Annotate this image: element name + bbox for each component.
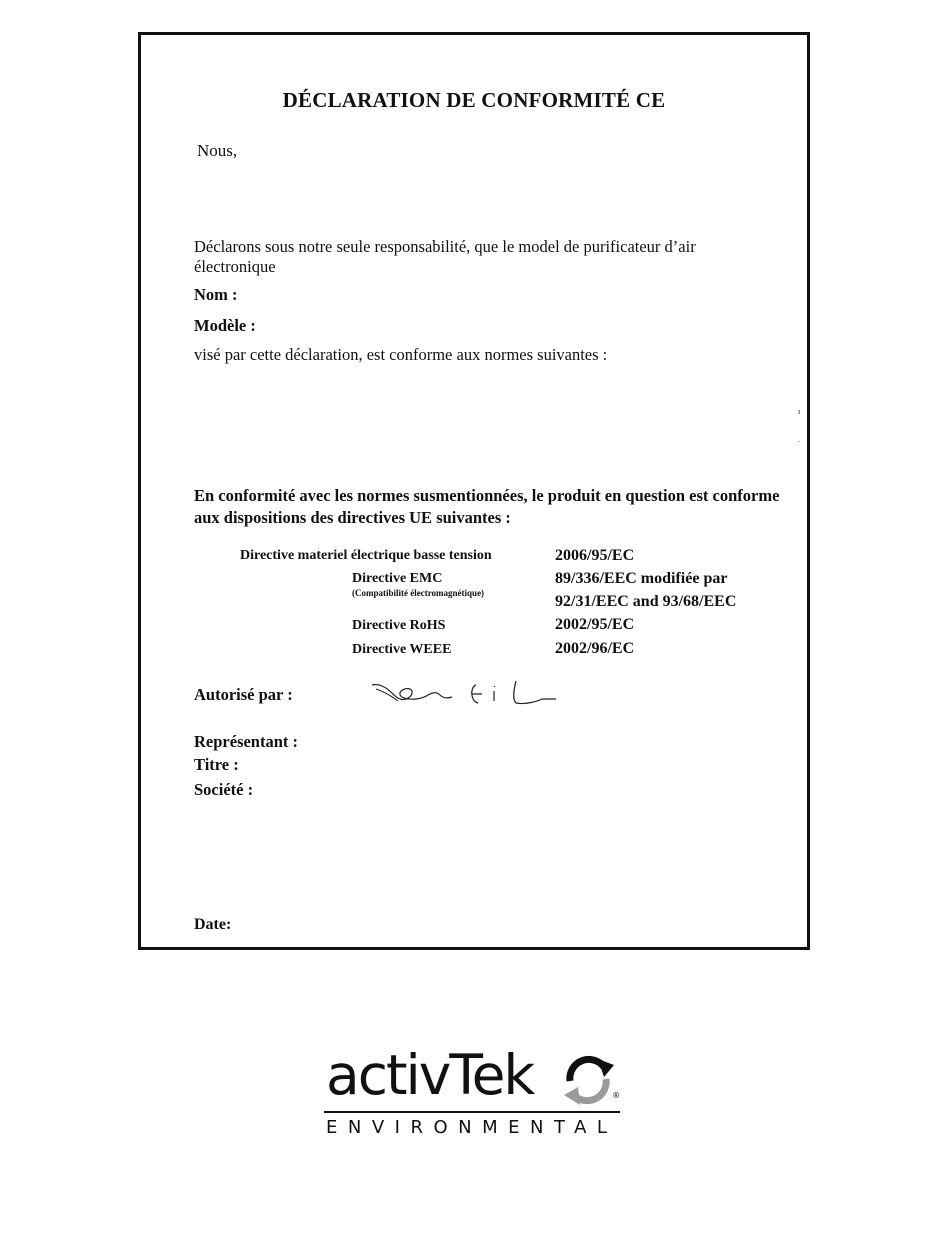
logo-rule: [324, 1111, 620, 1113]
declaration-text: Déclarons sous notre seule responsabilité, que le model de purificateur d’air électronique: [194, 237, 696, 276]
directive-label: Directive EMC: [352, 571, 443, 586]
titre-label: Titre :: [194, 755, 239, 774]
conformity-statement: En conformité avec les normes susmentionnées, le produit en question est conforme aux dispositions des directives UE suivantes :: [194, 486, 780, 527]
directive-label: Directive materiel électrique basse tension: [240, 548, 492, 563]
directive-code: 2002/95/EC: [555, 616, 635, 633]
registered-mark: ®: [612, 1091, 620, 1100]
activtek-logo: [322, 1045, 627, 1140]
directive-code: 2006/95/EC: [555, 547, 635, 564]
directive-code: 89/336/EEC modifiée par: [555, 570, 728, 587]
date-label: Date:: [194, 916, 232, 933]
logo-subtitle: ENVIRONMENTAL: [326, 1117, 618, 1138]
societe-label: Société :: [194, 780, 254, 799]
declaration-document: [138, 32, 810, 950]
directive-code: 92/31/EEC and 93/68/EEC: [555, 593, 737, 610]
document-title: DÉCLARATION DE CONFORMITÉ CE: [282, 88, 666, 112]
modele-label: Modèle :: [194, 316, 256, 335]
autorise-label: Autorisé par :: [194, 685, 293, 704]
directive-label: Directive RoHS: [352, 618, 446, 633]
vise-text: visé par cette déclaration, est conforme aux normes suivantes :: [194, 345, 608, 364]
margin-mark: .: [798, 435, 800, 444]
nom-label: Nom :: [194, 285, 238, 304]
directive-sublabel: (Compatibilité électromagnétique): [352, 588, 485, 598]
activtek-arrows-logo-icon: [560, 1051, 618, 1105]
directive-label: Directive WEEE: [352, 642, 452, 657]
representant-label: Représentant :: [194, 732, 299, 751]
logo-wordmark: activTek: [326, 1043, 534, 1107]
signature: [366, 675, 566, 715]
intro-text: Nous,: [197, 141, 238, 160]
margin-mark: ı: [798, 407, 801, 416]
directive-code: 2002/96/EC: [555, 640, 635, 657]
